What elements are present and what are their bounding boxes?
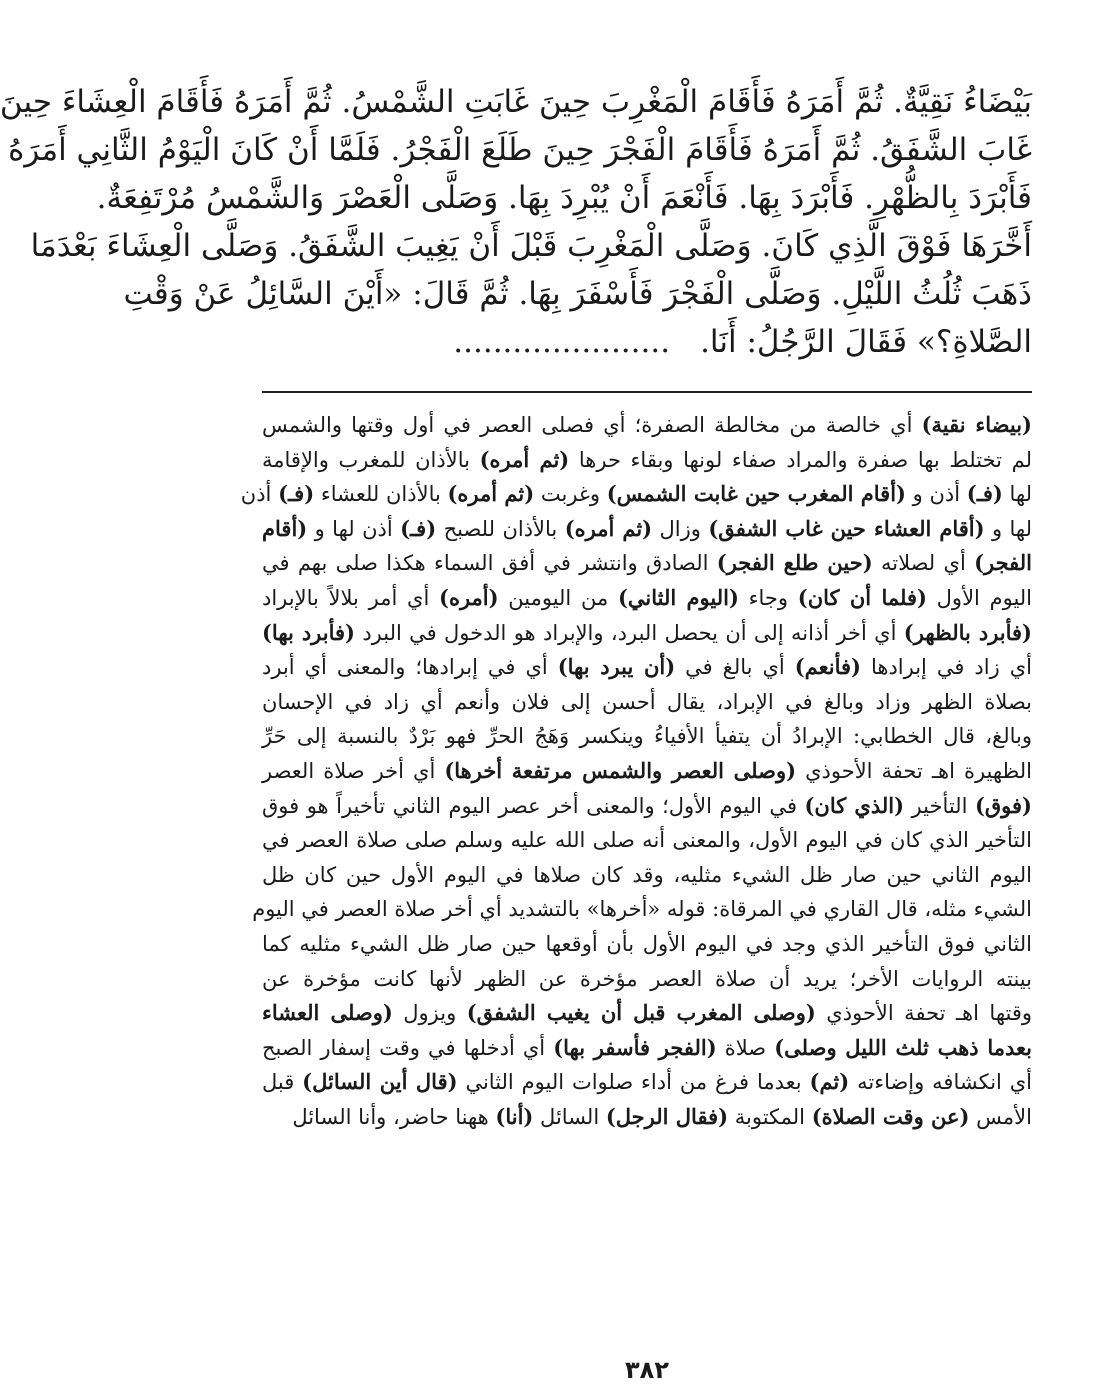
quoted-term: (أنا) — [495, 1103, 534, 1129]
quoted-term: (ثم أمره) — [447, 481, 535, 507]
commentary-segment: أي خالصة من مخالطة الصفرة؛ أي فصلى العصر في أول وقتها والشمس — [262, 413, 922, 437]
quoted-term: (فأبرد بالظهر) — [903, 619, 1032, 645]
quoted-term: (فـ) — [278, 481, 315, 507]
quoted-term: (أمره) — [439, 584, 499, 610]
commentary-line — [252, 892, 1032, 927]
commentary-segment: بالأذان للمغرب والإقامة — [262, 447, 480, 472]
quoted-term: (ثم أمره) — [564, 515, 653, 541]
commentary-segment: اليوم الثاني حين صار ظل الشيء مثليه، وقد كان صلاها في اليوم الأول حين كان ظل — [262, 862, 1032, 887]
commentary-segment: أي أخر أذانه إلى أن يحصل البرد، والإبراد هو الدخول في البرد — [354, 620, 904, 645]
commentary-segment: التأخير — [904, 793, 975, 818]
commentary-line — [262, 650, 1032, 685]
commentary-segment: وغربت — [534, 482, 607, 507]
commentary-segment: أي أدخلها في وقت إسفار الصبح — [262, 1035, 554, 1060]
commentary-segment: أي لصلاته — [872, 551, 975, 576]
continuation-dots: ...................... — [453, 324, 671, 360]
commentary-segment: التأخير الذي كان في اليوم الأول، والمعنى أنه صلى الله عليه وسلم صلى صلاة العصر في — [262, 828, 1032, 853]
quoted-term: (أن يبرد بها) — [557, 654, 676, 680]
commentary-line — [262, 685, 1032, 720]
commentary-segment: أي انكشافه وإضاءته — [849, 1070, 1033, 1095]
book-page — [0, 78, 1033, 1384]
quoted-term: (بيضاء نقية) — [921, 412, 1032, 437]
commentary-line — [262, 996, 1032, 1031]
hadith-line-text: الصَّلاةِ؟» فَقَالَ الرَّجُلُ: أَنَا. — [700, 324, 1032, 360]
commentary-segment: الشيء مثله، قال القاري في المرقاة: قوله «أخرها» بالتشديد أي أخر صلاة العصر في اليوم — [252, 897, 1032, 922]
commentary-line — [262, 823, 1032, 858]
commentary-segment: ههنا حاضر، وأنا السائل — [292, 1104, 496, 1129]
commentary-line — [262, 616, 1032, 651]
commentary-segment: أي في إبرادها؛ والمعنى أي أبرد — [262, 655, 558, 680]
quoted-term: (أقام المغرب حين غابت الشمس) — [606, 481, 906, 507]
commentary-segment: أذن لها و — [307, 516, 401, 541]
quoted-term: (فـ) — [966, 481, 1003, 507]
commentary-segment: قبل — [262, 1070, 303, 1095]
commentary-segment: بعدما فرغ من أداء صلوات اليوم الثاني — [457, 1070, 810, 1095]
quoted-term: (اليوم الثاني) — [617, 584, 739, 610]
quoted-term: (قال أين السائل) — [302, 1069, 458, 1095]
quoted-term: (فأبرد بها) — [262, 619, 355, 645]
commentary-line — [262, 789, 1032, 824]
quoted-term: (وصلى العشاء — [262, 1000, 393, 1026]
commentary-segment: أذن — [240, 482, 279, 507]
quoted-term: (ثم) — [809, 1069, 850, 1095]
quoted-term: بعدما ذهب ثلث الليل وصلى) — [774, 1034, 1032, 1060]
quoted-term: (فوق) — [974, 792, 1032, 818]
commentary-segment: السائل — [533, 1104, 606, 1129]
commentary-segment: اليوم الأول — [926, 585, 1033, 610]
hadith-line: بَيْضَاءُ نَقِيَّةٌ. ثُمَّ أَمَرَهُ فَأَقَامَ الْمَغْرِبَ حِينَ غَابَتِ الشَّمْسُ. ثُمَّ أَمَرَهُ فَأَقَامَ الْعِشَاءَ حِينَ — [0, 84, 1032, 120]
quoted-term: (أقام — [262, 515, 308, 541]
quoted-term: (حين طلع الفجر) — [716, 550, 873, 576]
commentary-segment: وجاء — [738, 585, 798, 610]
hadith-line: أَخَّرَهَا فَوْقَ الَّذِي كَانَ. وَصَلَّى الْمَغْرِبَ قَبْلَ أَنْ يَغِيبَ الشَّفَقُ. وَصَلَّى الْعِشَاءَ بَعْدَمَا — [30, 228, 1032, 264]
commentary-segment: بصلاة الظهر وزاد وبالغ في الإبراد، يقال أحسن إلى فلان وأنعم أي زاد في الإحسان — [262, 689, 1032, 714]
quoted-term: (فأنعم) — [794, 654, 861, 680]
commentary-segment: وبالغ، قال الخطابي: الإبرادُ أن يتفيأ الأفياءُ وينكسر وَهَجُ الحرِّ فهو بَرْدٌ بالنسبة إلى حَرِّ — [262, 724, 1032, 749]
commentary-line — [262, 408, 1032, 443]
commentary-segment: لها — [1002, 482, 1032, 507]
commentary-line — [262, 443, 1032, 478]
quoted-term: (ثم أمره) — [479, 446, 570, 472]
hadith-text — [0, 78, 1032, 366]
commentary-segment: بينته الروايات الأخر؛ يريد أن صلاة العصر مؤخرة عن الظهر لأنها كانت مؤخرة عن — [262, 966, 1032, 991]
commentary-line — [240, 477, 1032, 512]
commentary-line — [262, 719, 1032, 754]
commentary-segment: الظهيرة اهـ تحفة الأحوذي — [796, 758, 1033, 783]
hadith-line-last — [262, 318, 1032, 366]
commentary-segment: أذن و — [905, 482, 967, 507]
commentary-segment: أي أخر صلاة العصر — [262, 758, 445, 783]
commentary-segment: الأمس — [969, 1104, 1032, 1129]
commentary-line — [262, 1100, 1032, 1135]
commentary-segment: أي بالغ في — [675, 655, 795, 680]
commentary-segment: بالأذان للعشاء — [314, 482, 448, 507]
commentary-segment: لم تختلط بها صفرة والمراد صفاء لونها وبقاء حرها — [569, 447, 1032, 472]
commentary-line — [262, 858, 1032, 893]
quoted-term: (الذي كان) — [804, 792, 905, 818]
commentary-segment: في اليوم الأول؛ والمعنى أخر عصر اليوم الثاني تأخيراً هو فوق — [262, 793, 805, 818]
commentary-line — [262, 754, 1032, 789]
commentary-segment: المكتوبة — [728, 1104, 812, 1129]
commentary-line — [262, 927, 1032, 962]
commentary-segment: صلاة — [716, 1035, 775, 1060]
commentary-segment: من اليومين — [498, 585, 618, 610]
quoted-term: (أقام العشاء حين غاب الشفق) — [708, 515, 985, 541]
commentary-segment: أي زاد في إبرادها — [860, 655, 1032, 680]
page-number: ٣٨٢ — [625, 1356, 669, 1384]
quoted-term: (عن وقت الصلاة) — [811, 1103, 970, 1129]
quoted-term: (فـ) — [400, 515, 437, 541]
commentary-segment: وزال — [652, 516, 709, 541]
footnote-divider — [262, 391, 1032, 393]
commentary-line — [262, 1065, 1032, 1100]
hadith-line: ذَهَبَ ثُلُثُ اللَّيْلِ. وَصَلَّى الْفَجْرَ فَأَسْفَرَ بِهَا. ثُمَّ قَالَ: «أَيْنَ السَّائِلُ عَنْ وَقْتِ — [123, 276, 1032, 312]
commentary-segment: ويزول — [392, 1001, 467, 1026]
commentary-line — [262, 546, 1032, 581]
commentary-segment: الثاني فوق التأخير الذي وجد في اليوم الأول بأن أوقعها حين صار ظل الشيء مثليه كما — [262, 931, 1032, 956]
commentary-line — [262, 1031, 1032, 1066]
quoted-term: (وصلى المغرب قبل أن يغيب الشفق) — [466, 1000, 816, 1026]
hadith-line: فَأَبْرَدَ بِالظُّهْرِ. فَأَبْرَدَ بِهَا. فَأَنْعَمَ أَنْ يُبْرِدَ بِهَا. وَصَلَّى الْعَصْرَ وَالشَّمْسُ مُرْتَفِعَةٌ. — [96, 180, 1032, 216]
quoted-term: الفجر) — [974, 550, 1033, 576]
commentary-segment: وقتها اهـ تحفة الأحوذي — [815, 1001, 1033, 1026]
commentary-segment: الصادق وانتشر في أفق السماء هكذا صلى بهم في — [262, 551, 717, 576]
commentary-segment: أي أمر بلالاً بالإبراد — [262, 585, 440, 610]
commentary-line — [262, 581, 1032, 616]
commentary-text — [240, 408, 1033, 1134]
quoted-term: (وصلى العصر والشمس مرتفعة أخرها) — [444, 757, 797, 783]
commentary-line — [262, 962, 1032, 997]
commentary-segment: بالأذان للصبح — [436, 516, 565, 541]
commentary-line — [262, 512, 1032, 547]
quoted-term: (الفجر فأسفر بها) — [553, 1034, 717, 1060]
commentary-segment: لها و — [984, 516, 1033, 541]
quoted-term: (فقال الرجل) — [605, 1103, 729, 1129]
quoted-term: (فلما أن كان) — [797, 584, 927, 610]
hadith-line: غَابَ الشَّفَقُ. ثُمَّ أَمَرَهُ فَأَقَامَ الْفَجْرَ حِينَ طَلَعَ الْفَجْرُ. فَلَمَّا أَنْ كَانَ الْيَوْمُ الثَّانِي أَمَرَهُ — [8, 132, 1032, 168]
